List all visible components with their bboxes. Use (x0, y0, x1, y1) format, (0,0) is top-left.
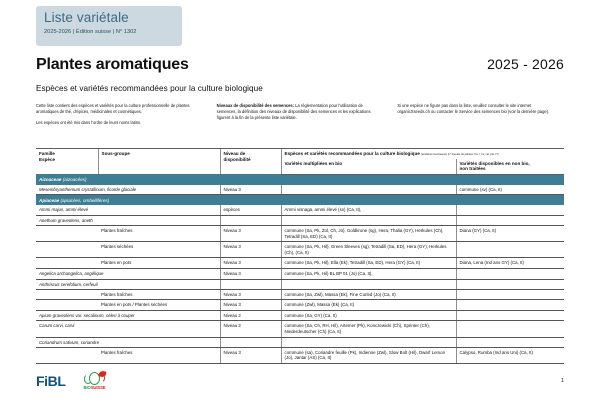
organic-varieties-cell: commune (Sa, Zwl), Massa (Ek), Fine Curled (Jo) (Ca, It) (281, 289, 456, 300)
species-name: Angelica archangelica, angélique (39, 270, 104, 276)
species-name-cell (36, 279, 220, 289)
subgroup-cell: Plantes en pots / Plantes séchées (98, 300, 220, 311)
species-name: Coriandrum sativum, coriandre (39, 339, 100, 345)
header-group-note: (tendance fournisseur) (n° brevets de plantes: Ca, I, LV, var. par. IT) (421, 153, 499, 156)
availability-cell: Niveau 2 (220, 310, 281, 321)
organic-varieties-cell: commune (Sa, Pk, Hil) BL BP 01 (Jo) (Ca, It), (281, 268, 456, 279)
intro-column-2 (217, 103, 384, 132)
fibl-logo: FiBL (36, 373, 66, 390)
availability-cell: espèces (220, 205, 281, 215)
subgroup-cell: Plantes fraîches (98, 289, 220, 300)
header-famille-label: Famille (39, 151, 55, 156)
family-cell (36, 195, 564, 206)
header-varietes-bio-label: Variétés multipliées en bio (284, 160, 343, 166)
species-name: Anthriscus cerefolium, cerfeuil (39, 281, 98, 287)
subgroup-cell: Plantes séchées (98, 242, 220, 258)
biosuisse-suisse-text: SUISSE (90, 385, 106, 390)
availability-cell (220, 337, 281, 347)
header-niveau-line1: Niveau de (223, 151, 246, 156)
availability-cell: Niveau 3 (220, 258, 281, 269)
page-footer (36, 372, 564, 390)
organic-varieties-cell: commune (Sa, GY) (Ca, It) (281, 310, 456, 321)
variety-table (36, 148, 564, 364)
species-spacer-cell (36, 225, 98, 241)
nonorganic-varieties-cell (456, 310, 564, 321)
species-spacer-cell (36, 289, 98, 300)
organic-varieties-cell: commune (sa), Coriandre feuille (Pk), Indienne (Zwl), Slow Bolt (Hil), Dwarf Lemon (Jo), Jantar (AS) (Ca, It) (281, 347, 456, 363)
table-species-header-row (36, 337, 564, 347)
intro-col2-lead: Niveaux de disponibilité des semences: (216, 103, 295, 108)
document-subtitle: Espèces et variétés recommandées pour la culture biologique (36, 84, 263, 93)
species-name-cell (36, 321, 220, 337)
nonorganic-varieties-cell: Calypso, Rumba (Ind ans Uni) (Ca, It) (456, 347, 564, 363)
species-spacer-cell (36, 347, 98, 363)
variety-table-head (36, 149, 564, 175)
header-group-title: Espèces et variétés recommandées pour la culture biologique (284, 151, 420, 156)
nonorganic-varieties-cell (456, 289, 564, 300)
availability-cell: Niveau 3 (220, 268, 281, 279)
species-name-cell (36, 268, 220, 279)
biosuisse-flame-icon (98, 370, 106, 377)
biosuisse-wordmark (84, 386, 106, 390)
masthead-title: Liste variétale (44, 10, 129, 25)
organic-varieties-cell: commune (Sa, Pk, Hil), Ella (Ek), Tetradill (Sa, ED), Hera (GY) (Ca, It) (281, 258, 456, 269)
species-name-cell (36, 337, 220, 347)
species-name-cell (36, 310, 220, 321)
species-name: Mesembryanthemum crystallinum, ficoïde glaciale (39, 186, 137, 192)
header-niveau-disponibilite (220, 149, 281, 175)
biosuisse-bio-text: BIO (83, 385, 91, 390)
table-subgroup-row (36, 300, 564, 311)
subgroup-cell: Plantes en pots (98, 258, 220, 269)
organic-varieties-cell (281, 279, 456, 289)
page-number: 1 (560, 378, 564, 385)
nonorganic-varieties-cell (456, 300, 564, 311)
subgroup-cell: Plantes fraîches (98, 225, 220, 241)
table-subgroup-row (36, 347, 564, 363)
nonorganic-varieties-cell (456, 215, 564, 225)
availability-cell: Niveau 3 (220, 242, 281, 258)
nonorganic-varieties-cell (456, 337, 564, 347)
family-french-name: (aizoacées) (62, 177, 87, 183)
organic-varieties-cell (281, 215, 456, 225)
organic-varieties-cell: commune (Sa, Ch, RH, Hil), Artemer (Pk), Konczewicki (Ch), Sprinter (Ch), Niederdeutscher (Ch) (Ca, It) (281, 321, 456, 337)
family-french-name: (apiacées, ombellifères) (60, 197, 110, 203)
species-name-cell (36, 185, 220, 195)
intro-col3-paragraph: Si une espèce ne figure pas dans la liste, veuillez consulter le site internet organicXseeds.ch ou contacter le Service des semences bio (voir la dernière page). (397, 103, 550, 115)
document-years: 2025 - 2026 (487, 56, 564, 72)
intro-col2-paragraph (217, 103, 384, 122)
intro-columns (36, 103, 564, 132)
biosuisse-mark-icon (82, 372, 108, 385)
species-spacer-cell (36, 258, 98, 269)
nonorganic-varieties-cell (456, 205, 564, 215)
table-subgroup-row (36, 289, 564, 300)
table-species-row (36, 321, 564, 337)
organic-varieties-cell: commune (Sa, Pk, Hil), Green Sleeves (sg), Tetradill (Sa, ED), Hera (GY), Herkules (Ch), (Ca, It) (281, 242, 456, 258)
nonorganic-varieties-cell (456, 279, 564, 289)
intro-col1-paragraph-2: Les espèces ont été mis dans l'ordre de leurs noms latins. (36, 120, 142, 126)
nonorganic-varieties-cell (456, 321, 564, 337)
header-group-recommandees (281, 149, 564, 159)
subgroup-cell: Plantes fraîches (98, 347, 220, 363)
nonorganic-varieties-cell: Diana (GY) (Ca, It) (456, 225, 564, 241)
species-name: Apium graveolens var. secalinum, céleri à couper (39, 312, 135, 318)
intro-column-3 (397, 103, 564, 132)
table-family-row (36, 174, 564, 185)
organic-varieties-cell (281, 337, 456, 347)
species-spacer-cell (36, 300, 98, 311)
masthead-subtitle: 2025-2026 | Édition suisse | N° 1302 (44, 29, 137, 35)
masthead-badge (36, 6, 182, 46)
table-species-row (36, 268, 564, 279)
header-sous-groupe-label: Sous-groupe (101, 151, 130, 156)
family-cell (36, 174, 564, 185)
table-header-row-top (36, 149, 564, 159)
species-name-cell (36, 215, 220, 225)
header-varietes-non-bio-line2: non traitées (459, 166, 486, 172)
availability-cell: Niveau 3 (220, 185, 281, 195)
availability-cell: Niveau 2 (220, 321, 281, 337)
header-varietes-bio (281, 159, 456, 175)
availability-cell (220, 215, 281, 225)
table-subgroup-row (36, 225, 564, 241)
availability-cell: Niveau 3 (220, 300, 281, 311)
header-famille-espece (36, 149, 98, 175)
nonorganic-varieties-cell: commune (sv) (Ca, It) (456, 185, 564, 195)
variety-table-body (36, 174, 564, 363)
table-species-row (36, 185, 564, 195)
species-name-cell (36, 205, 220, 215)
family-latin-name: Apiaceae (39, 197, 60, 203)
table-species-header-row (36, 215, 564, 225)
table-subgroup-row (36, 258, 564, 269)
intro-col2-rest: La réglementation pour l'utilisation de semences, la définition des niveaux de disponibilité des semences et les explications figurent à la fin de la présente liste variétale. (216, 103, 371, 121)
organic-varieties-cell: Ammi visnaga, ammi élevé (sv) (Ca, It), (281, 205, 456, 215)
header-espece-label: Espèce (39, 156, 56, 162)
family-latin-name: Aizoaceae (39, 177, 62, 183)
organic-varieties-cell (281, 185, 456, 195)
header-sous-groupe (98, 149, 220, 175)
nonorganic-varieties-cell (456, 268, 564, 279)
species-spacer-cell (36, 242, 98, 258)
table-species-header-row (36, 279, 564, 289)
header-varietes-non-bio-line1: Variétés disponibles en non bio, (459, 160, 530, 166)
table-species-row (36, 205, 564, 215)
header-varietes-non-bio (456, 159, 564, 175)
availability-cell: Niveau 3 (220, 289, 281, 300)
species-name: Carum carvi, carvi (39, 323, 75, 329)
availability-cell (220, 279, 281, 289)
document-title-row (36, 56, 564, 74)
header-niveau-line2: disponibilité (223, 156, 251, 162)
availability-cell: Niveau 3 (220, 225, 281, 241)
nonorganic-varieties-cell (456, 242, 564, 258)
table-subgroup-row (36, 242, 564, 258)
intro-column-1 (36, 103, 203, 132)
organic-varieties-cell: commune (Sa, Pk, Zol, Ch, Jo), Goldkrone (sg), Hera, Thalia (GY), Herkules (Ch), Tetradill (Sa, ED) (Ca, It) (281, 225, 456, 241)
page-title: Plantes aromatiques (36, 56, 189, 73)
nonorganic-varieties-cell: Diana, Lena (Ind ans GY) (Ca, It) (456, 258, 564, 269)
table-family-row (36, 195, 564, 206)
biosuisse-logo (82, 372, 108, 390)
intro-col1-paragraph-1: Cette liste contient des espèces et variétés pour la culture professionnelle de plantes aromatiques de thé, d'épices, médicinales et cosmétiques. (36, 103, 190, 115)
species-name: Ammi majus, ammi élevé (39, 207, 89, 213)
table-species-row (36, 310, 564, 321)
species-name: Anethum graveolens, aneth (39, 217, 93, 223)
organic-varieties-cell: commune (Zwl), Massa (Ek) (Ca, It) (281, 300, 456, 311)
availability-cell: Niveau 3 (220, 347, 281, 363)
